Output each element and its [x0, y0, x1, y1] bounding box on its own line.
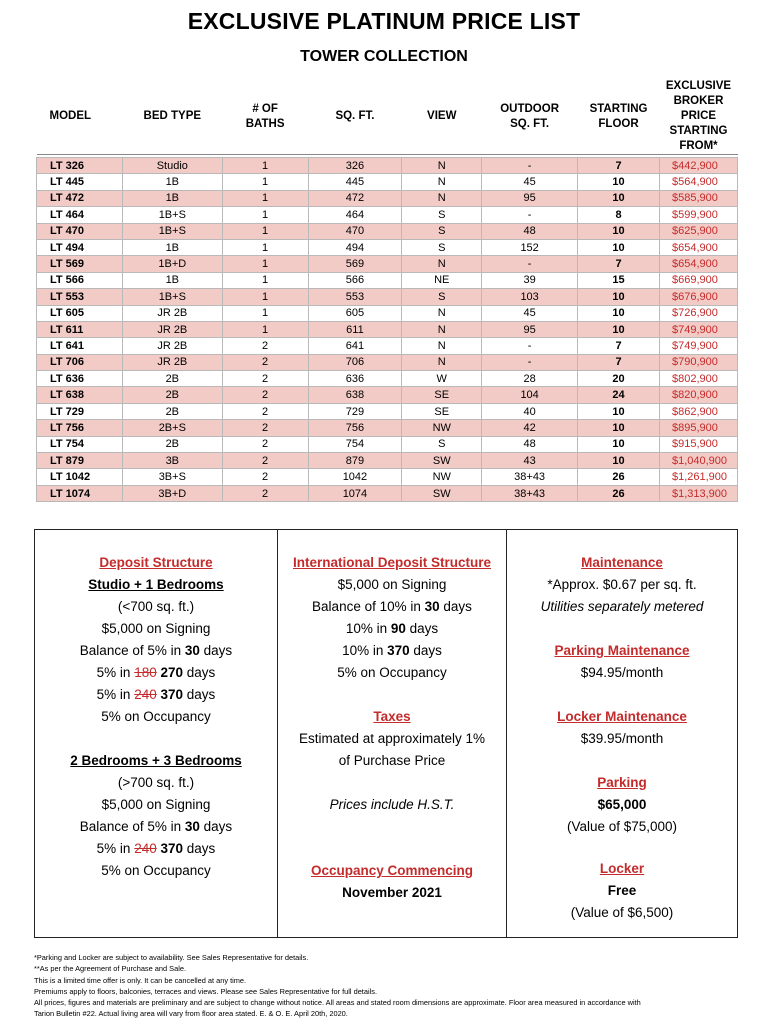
cell-floor: 10 [578, 190, 660, 206]
group1-balance-text: Balance of 5% in [79, 643, 185, 658]
group1-occupancy: 5% on Occupancy [101, 709, 211, 724]
col-header-floor-line1: STARTING [589, 102, 648, 115]
cell-floor: 10 [578, 239, 660, 255]
international-second-days: 90 [390, 621, 406, 636]
cell-floor: 26 [578, 469, 660, 485]
cell-view: S [402, 223, 482, 239]
cell-price: $895,900 [659, 420, 737, 436]
col-header-price [659, 79, 737, 155]
cell-baths: 1 [222, 239, 308, 255]
cell-baths: 2 [222, 420, 308, 436]
group1-second-days-word: days [183, 665, 216, 680]
cell-baths: 1 [222, 272, 308, 288]
cell-view: NE [402, 272, 482, 288]
footnote: This is a limited time offer is only. It can be cancelled at any time. [34, 975, 247, 985]
group1-third-days: 370 [160, 687, 184, 702]
col-header-bed-type-label: BED TYPE [143, 110, 202, 122]
cell-model: LT 470 [37, 223, 123, 239]
cell-outdoor: 103 [482, 289, 578, 305]
table-row [37, 469, 738, 485]
col-header-sqft-label: SQ. FT. [335, 110, 375, 122]
group1-third-installment [35, 684, 277, 706]
international-signing: $5,000 on Signing [337, 577, 447, 592]
cell-model: LT 326 [37, 158, 123, 174]
cell-outdoor: 38+43 [482, 469, 578, 485]
cell-view: S [402, 289, 482, 305]
cell-outdoor: 45 [482, 305, 578, 321]
cell-sqft: 470 [308, 223, 402, 239]
cell-price: $749,900 [659, 338, 737, 354]
cell-model: LT 638 [37, 387, 123, 403]
cell-floor: 10 [578, 436, 660, 452]
cell-baths: 1 [222, 158, 308, 174]
cell-bed: JR 2B [122, 321, 222, 337]
table-row [37, 371, 738, 387]
international-third-text: 10% in [342, 643, 388, 658]
cell-floor: 8 [578, 207, 660, 223]
group1-heading: Studio + 1 Bedrooms [88, 577, 224, 592]
table-row [37, 272, 738, 288]
table-row [37, 289, 738, 305]
price-table [36, 79, 738, 502]
group1-balance-days: 30 [184, 643, 200, 658]
deposit-column [35, 530, 277, 937]
cell-outdoor: 28 [482, 371, 578, 387]
cell-baths: 1 [222, 174, 308, 190]
cell-outdoor: - [482, 338, 578, 354]
cell-floor: 7 [578, 338, 660, 354]
cell-bed: JR 2B [122, 338, 222, 354]
table-row [37, 403, 738, 419]
cell-bed: 1B+S [122, 223, 222, 239]
cell-baths: 2 [222, 371, 308, 387]
cell-model: LT 605 [37, 305, 123, 321]
cell-view: N [402, 190, 482, 206]
cell-floor: 24 [578, 387, 660, 403]
cell-floor: 10 [578, 305, 660, 321]
cell-view: SE [402, 387, 482, 403]
table-row [37, 207, 738, 223]
table-row [37, 338, 738, 354]
cell-sqft: 1074 [308, 485, 402, 501]
col-header-sqft [308, 79, 402, 155]
table-row [37, 485, 738, 501]
group1-second-strike: 180 [134, 665, 157, 680]
col-header-outdoor-line2: SQ. FT. [510, 117, 550, 130]
table-row [37, 436, 738, 452]
cell-model: LT 754 [37, 436, 123, 452]
cell-model: LT 611 [37, 321, 123, 337]
parking-value: (Value of $75,000) [566, 819, 678, 834]
cell-sqft: 756 [308, 420, 402, 436]
cell-view: N [402, 158, 482, 174]
cell-model: LT 729 [37, 403, 123, 419]
cell-sqft: 638 [308, 387, 402, 403]
cell-price: $625,900 [659, 223, 737, 239]
terms-box [34, 529, 738, 938]
cell-floor: 10 [578, 403, 660, 419]
maintenance-rate: *Approx. $0.67 per sq. ft. [547, 577, 697, 592]
group2-balance-text: Balance of 5% in [79, 819, 185, 834]
maintenance-column [507, 530, 737, 937]
group2-signing: $5,000 on Signing [101, 797, 211, 812]
international-second-text: 10% in [345, 621, 391, 636]
table-row [37, 158, 738, 174]
maintenance-heading: Maintenance [581, 555, 663, 570]
cell-baths: 1 [222, 289, 308, 305]
cell-price: $599,900 [659, 207, 737, 223]
cell-view: N [402, 256, 482, 272]
cell-sqft: 636 [308, 371, 402, 387]
page-subtitle: TOWER COLLECTION [300, 48, 468, 65]
cell-outdoor: - [482, 354, 578, 370]
col-header-view [402, 79, 482, 155]
cell-bed: 3B+S [122, 469, 222, 485]
cell-view: SW [402, 485, 482, 501]
footnote: Tarion Bulletin #22. Actual living area will vary from floor area stated. E. & O. E. April 20th, 2020. [34, 1009, 348, 1019]
cell-model: LT 1074 [37, 485, 123, 501]
table-row [37, 321, 738, 337]
cell-outdoor: 95 [482, 321, 578, 337]
cell-model: LT 879 [37, 453, 123, 469]
locker-heading: Locker [599, 861, 645, 876]
cell-price: $585,900 [659, 190, 737, 206]
group2-occupancy: 5% on Occupancy [101, 863, 211, 878]
group1-size: (<700 sq. ft.) [117, 599, 195, 614]
footnote: All prices, figures and materials are preliminary and are subject to change without notice. All areas and stated room dimensions are approximate. Floor area measured in accordance with [34, 998, 641, 1008]
international-balance [278, 596, 506, 618]
cell-floor: 15 [578, 272, 660, 288]
cell-baths: 2 [222, 469, 308, 485]
cell-baths: 1 [222, 207, 308, 223]
cell-floor: 7 [578, 158, 660, 174]
col-header-baths-line2: BATHS [245, 117, 285, 130]
group1-third-text: 5% in [96, 687, 135, 702]
table-row [37, 420, 738, 436]
cell-model: LT 445 [37, 174, 123, 190]
group2-second-strike: 240 [134, 841, 157, 856]
cell-model: LT 756 [37, 420, 123, 436]
footnote: *Parking and Locker are subject to availability. See Sales Representative for details. [34, 953, 309, 962]
cell-sqft: 472 [308, 190, 402, 206]
group2-balance-days-word: days [199, 819, 233, 834]
cell-view: S [402, 239, 482, 255]
cell-view: S [402, 436, 482, 452]
cell-floor: 10 [578, 453, 660, 469]
col-header-outdoor [482, 79, 578, 155]
group2-size: (>700 sq. ft.) [117, 775, 195, 790]
col-header-bed-type [122, 79, 222, 155]
cell-price: $669,900 [659, 272, 737, 288]
cell-model: LT 553 [37, 289, 123, 305]
cell-price: $676,900 [659, 289, 737, 305]
cell-price: $802,900 [659, 371, 737, 387]
parking-price: $65,000 [597, 797, 647, 812]
cell-view: SE [402, 403, 482, 419]
taxes-line2: of Purchase Price [338, 753, 446, 768]
international-third-days: 370 [387, 643, 410, 658]
footnote: **As per the Agreement of Purchase and Sale. [34, 964, 187, 974]
locker-value: (Value of $6,500) [570, 905, 674, 920]
col-header-price-line1: EXCLUSIVE [665, 80, 732, 92]
international-balance-text: Balance of 10% in [312, 599, 425, 614]
cell-price: $915,900 [659, 436, 737, 452]
cell-sqft: 445 [308, 174, 402, 190]
international-balance-days-word: days [439, 599, 472, 614]
cell-bed: 3B+D [122, 485, 222, 501]
locker-maintenance-heading: Locker Maintenance [557, 709, 687, 724]
group1-third-strike: 240 [134, 687, 157, 702]
col-header-floor-line2: FLOOR [598, 117, 639, 130]
footnotes [34, 952, 754, 1020]
col-header-baths [222, 79, 308, 155]
cell-floor: 10 [578, 174, 660, 190]
international-column [277, 530, 507, 937]
group2-second-days: 370 [160, 841, 184, 856]
locker-maintenance-value: $39.95/month [580, 731, 664, 746]
group2-heading: 2 Bedrooms + 3 Bedrooms [70, 753, 242, 768]
hst-note: Prices include H.S.T. [329, 797, 455, 812]
table-header-row [37, 79, 738, 155]
cell-outdoor: 104 [482, 387, 578, 403]
cell-bed: 2B [122, 436, 222, 452]
cell-price: $654,900 [659, 239, 737, 255]
cell-model: LT 494 [37, 239, 123, 255]
cell-outdoor: 152 [482, 239, 578, 255]
cell-outdoor: 48 [482, 223, 578, 239]
cell-price: $1,040,900 [659, 453, 737, 469]
cell-sqft: 569 [308, 256, 402, 272]
cell-floor: 7 [578, 354, 660, 370]
cell-view: W [402, 371, 482, 387]
cell-bed: JR 2B [122, 354, 222, 370]
cell-sqft: 605 [308, 305, 402, 321]
cell-sqft: 611 [308, 321, 402, 337]
col-header-outdoor-line1: OUTDOOR [500, 102, 559, 115]
cell-floor: 10 [578, 289, 660, 305]
parking-maintenance-value: $94.95/month [580, 665, 664, 680]
cell-outdoor: - [482, 256, 578, 272]
cell-sqft: 879 [308, 453, 402, 469]
group1-balance [35, 640, 277, 662]
cell-baths: 2 [222, 403, 308, 419]
group2-second-days-word: days [183, 841, 216, 856]
cell-sqft: 464 [308, 207, 402, 223]
cell-floor: 7 [578, 256, 660, 272]
cell-outdoor: 43 [482, 453, 578, 469]
international-balance-days: 30 [424, 599, 440, 614]
group1-second-days: 270 [160, 665, 184, 680]
group1-signing: $5,000 on Signing [101, 621, 211, 636]
cell-price: $726,900 [659, 305, 737, 321]
cell-price: $564,900 [659, 174, 737, 190]
cell-sqft: 326 [308, 158, 402, 174]
cell-sqft: 754 [308, 436, 402, 452]
international-third-days-word: days [409, 643, 442, 658]
cell-price: $862,900 [659, 403, 737, 419]
occupancy-date: November 2021 [342, 885, 442, 900]
table-row [37, 387, 738, 403]
cell-price: $790,900 [659, 354, 737, 370]
parking-maintenance-heading: Parking Maintenance [554, 643, 690, 658]
cell-outdoor: 45 [482, 174, 578, 190]
group2-balance-days: 30 [184, 819, 200, 834]
cell-bed: 3B [122, 453, 222, 469]
cell-sqft: 706 [308, 354, 402, 370]
cell-outdoor: 48 [482, 436, 578, 452]
cell-baths: 1 [222, 305, 308, 321]
group1-balance-days-word: days [199, 643, 233, 658]
cell-baths: 1 [222, 223, 308, 239]
cell-bed: 1B+S [122, 207, 222, 223]
cell-sqft: 729 [308, 403, 402, 419]
table-row [37, 174, 738, 190]
cell-price: $749,900 [659, 321, 737, 337]
cell-view: N [402, 338, 482, 354]
cell-model: LT 566 [37, 272, 123, 288]
cell-price: $1,261,900 [659, 469, 737, 485]
table-row [37, 223, 738, 239]
table-row [37, 190, 738, 206]
cell-bed: 2B [122, 387, 222, 403]
group1-second-installment [35, 662, 277, 684]
cell-baths: 2 [222, 453, 308, 469]
taxes-heading: Taxes [373, 709, 411, 724]
cell-model: LT 706 [37, 354, 123, 370]
cell-price: $1,313,900 [659, 485, 737, 501]
international-third [278, 640, 506, 662]
international-second [278, 618, 506, 640]
locker-price: Free [607, 883, 637, 898]
cell-bed: Studio [122, 158, 222, 174]
cell-baths: 1 [222, 321, 308, 337]
cell-model: LT 472 [37, 190, 123, 206]
table-row [37, 305, 738, 321]
cell-model: LT 464 [37, 207, 123, 223]
cell-sqft: 494 [308, 239, 402, 255]
cell-model: LT 569 [37, 256, 123, 272]
cell-model: LT 641 [37, 338, 123, 354]
cell-floor: 10 [578, 223, 660, 239]
cell-sqft: 566 [308, 272, 402, 288]
taxes-line1: Estimated at approximately 1% [298, 731, 486, 746]
cell-outdoor: 38+43 [482, 485, 578, 501]
cell-outdoor: 95 [482, 190, 578, 206]
cell-model: LT 636 [37, 371, 123, 387]
cell-price: $442,900 [659, 158, 737, 174]
occupancy-heading: Occupancy Commencing [310, 863, 474, 878]
cell-sqft: 641 [308, 338, 402, 354]
page-title: EXCLUSIVE PLATINUM PRICE LIST [187, 8, 581, 34]
cell-model: LT 1042 [37, 469, 123, 485]
col-header-price-line2: BROKER PRICE [673, 95, 724, 122]
cell-floor: 10 [578, 321, 660, 337]
cell-baths: 2 [222, 387, 308, 403]
cell-floor: 10 [578, 420, 660, 436]
group2-balance [35, 816, 277, 838]
footnote: Premiums apply to floors, balconies, terraces and views. Please see Sales Representative for full details. [34, 986, 378, 996]
table-row [37, 453, 738, 469]
cell-bed: JR 2B [122, 305, 222, 321]
cell-floor: 20 [578, 371, 660, 387]
cell-bed: 2B+S [122, 420, 222, 436]
col-header-price-line3: STARTING FROM* [669, 125, 728, 152]
deposit-heading: Deposit Structure [99, 555, 213, 570]
cell-outdoor: 42 [482, 420, 578, 436]
cell-outdoor: 40 [482, 403, 578, 419]
cell-baths: 2 [222, 338, 308, 354]
international-second-days-word: days [405, 621, 439, 636]
table-row [37, 256, 738, 272]
cell-baths: 2 [222, 354, 308, 370]
table-row [37, 239, 738, 255]
cell-sqft: 1042 [308, 469, 402, 485]
col-header-model-label: MODEL [49, 110, 92, 122]
price-table-body [37, 155, 738, 502]
group1-second-text: 5% in [96, 665, 135, 680]
group2-second-installment [35, 838, 277, 860]
cell-bed: 1B [122, 239, 222, 255]
cell-view: NW [402, 469, 482, 485]
international-occupancy: 5% on Occupancy [337, 665, 447, 680]
col-header-floor [578, 79, 660, 155]
parking-heading: Parking [597, 775, 647, 790]
cell-bed: 1B [122, 272, 222, 288]
col-header-view-label: VIEW [427, 110, 457, 122]
cell-view: S [402, 207, 482, 223]
cell-baths: 2 [222, 436, 308, 452]
cell-view: N [402, 305, 482, 321]
cell-bed: 1B [122, 174, 222, 190]
cell-sqft: 553 [308, 289, 402, 305]
group1-third-days-word: days [183, 687, 216, 702]
cell-view: N [402, 174, 482, 190]
cell-outdoor: 39 [482, 272, 578, 288]
cell-price: $654,900 [659, 256, 737, 272]
international-heading: International Deposit Structure [292, 555, 492, 570]
cell-bed: 2B [122, 371, 222, 387]
table-row [37, 354, 738, 370]
cell-bed: 1B+S [122, 289, 222, 305]
cell-bed: 2B [122, 403, 222, 419]
cell-view: SW [402, 453, 482, 469]
cell-floor: 26 [578, 485, 660, 501]
cell-bed: 1B [122, 190, 222, 206]
cell-view: NW [402, 420, 482, 436]
cell-outdoor: - [482, 207, 578, 223]
group2-second-text: 5% in [96, 841, 135, 856]
col-header-baths-line1: # OF [252, 102, 278, 115]
cell-price: $820,900 [659, 387, 737, 403]
cell-baths: 2 [222, 485, 308, 501]
cell-view: N [402, 321, 482, 337]
cell-outdoor: - [482, 158, 578, 174]
utilities-note: Utilities separately metered [540, 599, 704, 614]
cell-bed: 1B+D [122, 256, 222, 272]
col-header-model [37, 79, 123, 155]
cell-view: N [402, 354, 482, 370]
cell-baths: 1 [222, 190, 308, 206]
cell-baths: 1 [222, 256, 308, 272]
